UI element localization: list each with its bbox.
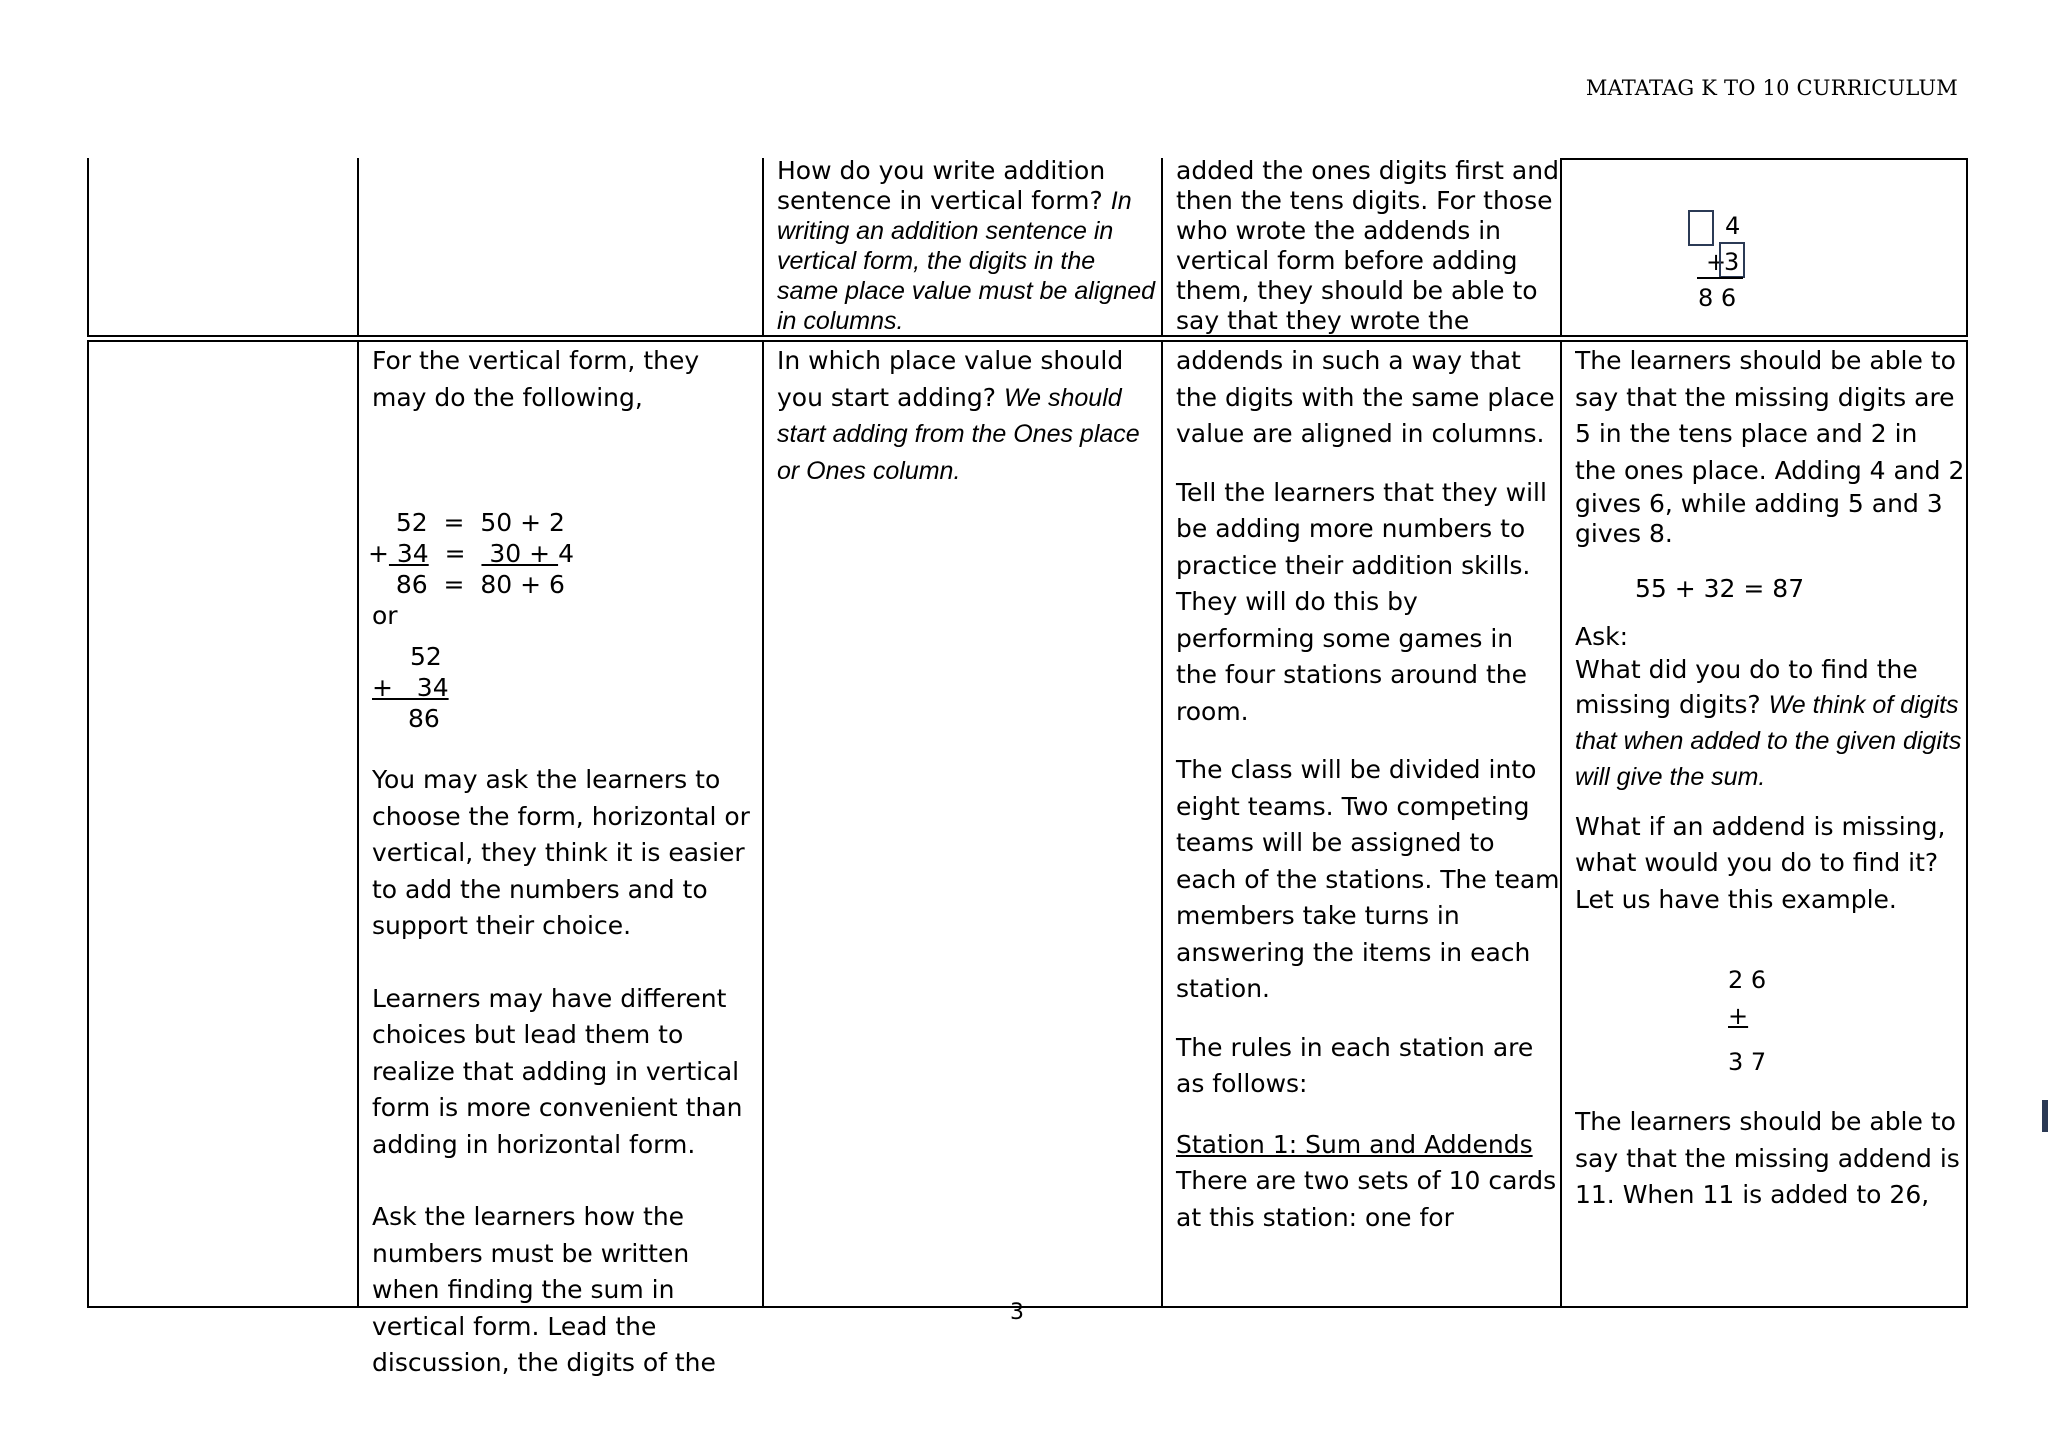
missing-digits-explanation: The learners should be able to say that the missing digits are 5 in the tens place and 2 in the ones place. Adding 4 and 2: [1575, 346, 1965, 485]
stack-plus: + 34: [372, 673, 449, 702]
example-top-addend: 2 6: [1728, 966, 1767, 994]
top-row-left-border: [87, 158, 89, 336]
bottom-row-right-border: [1966, 340, 1968, 1307]
expanded-30-plus: 30 +: [481, 539, 559, 568]
bottom-row-top-border: [87, 340, 1968, 342]
top-col3-cell: [777, 156, 1157, 336]
stack-sum: 86: [408, 704, 440, 733]
bottom-row-col1-divider: [357, 340, 359, 1307]
or-text: or: [372, 601, 398, 630]
bottom-row-col2-divider: [762, 340, 764, 1307]
top-col3-question: How do you write addition sentence in vertical form?: [777, 156, 1111, 215]
plus-sign: +: [1706, 248, 1727, 276]
top-col5-missing-digit-example: [1561, 160, 1966, 334]
sum-line: [1697, 277, 1743, 279]
bottom-col4-cell: [1176, 343, 1560, 1236]
station-1-title: Station 1: Sum and Addends: [1176, 1129, 1533, 1159]
example-plus: +: [1728, 1002, 1749, 1030]
bottom-digit: 3: [1724, 248, 1740, 276]
top-col4-text: added the ones digits first and then the tens digits. For those who wrote the addends in vertical form before adding them, they should be able to say that they wrote the: [1176, 156, 1559, 335]
stations-intro-paragraph: Tell the learners that they will be adding more numbers to practice their addition skills. They will do this by performing some games in the four stations around the room.: [1176, 477, 1547, 726]
stacked-addition-block: [372, 642, 757, 748]
expanded-plus: +: [368, 539, 389, 568]
page-number: 3: [1010, 1300, 1024, 1325]
different-choices-paragraph: Learners may have different choices but lead them to realize that adding in vertical form is more convenient than adding in horizontal form.: [372, 983, 743, 1159]
vertical-form-intro: For the vertical form, they may do the following,: [372, 346, 700, 412]
bottom-row-left-border: [87, 340, 89, 1307]
place-value-question: In which place value should you start adding?: [777, 346, 1124, 412]
missing-addend-question: What if an addend is missing, what would you do to find it? Let us have this example.: [1575, 811, 1946, 914]
rules-paragraph: The rules in each station are as follows:: [1176, 1032, 1534, 1098]
sum-digits: 8 6: [1698, 284, 1737, 312]
missing-addend-explanation: The learners should be able to say that the missing addend is 11. When 11 is added to 26,: [1575, 1107, 1960, 1209]
expanded-equals: =: [428, 539, 482, 568]
find-missing-digits-question: What did you do to find the missing digits?: [1575, 654, 1918, 719]
completed-equation: 55 + 32 = 87: [1635, 574, 1805, 603]
top-row-right-border: [1966, 158, 1968, 336]
bottom-col5-cell: [1575, 343, 1965, 1305]
example-sum: 3 7: [1728, 1048, 1767, 1076]
expanded-form-block: [368, 416, 757, 656]
expanded-addend-34: 34: [388, 539, 429, 568]
top-col3-answer: In writing an addition sentence in vertical form, the digits in the same place value must be aligned in columns.: [777, 187, 1156, 335]
bottom-col2-cell: [368, 343, 757, 1377]
edge-marker: [2042, 1100, 2048, 1132]
ask-label: Ask:: [1575, 621, 1629, 651]
station-1-cards-paragraph: There are two sets of 10 cards at this station: one for: [1176, 1166, 1557, 1232]
bottom-row-col4-divider: [1560, 340, 1562, 1307]
bottom-row-bottom-border: [87, 1306, 1968, 1308]
ask-learners-paragraph: Ask the learners how the numbers must be written when finding the sum in vertical form. Lead the discussion, the digits of the: [372, 1202, 716, 1377]
addends-aligned-paragraph: addends in such a way that the digits with the same place value are aligned in columns.: [1176, 346, 1555, 448]
top-row-col1-divider: [357, 158, 359, 336]
place-value-answer: We should start adding from the Ones place or Ones column.: [777, 383, 1140, 485]
top-col4-cell: [1176, 156, 1560, 336]
top-row-col2-divider: [762, 158, 764, 336]
expanded-line-3: 86 = 80 + 6: [372, 570, 565, 599]
top-digit: 4: [1725, 212, 1741, 240]
curriculum-header: MATATAG K TO 10 CURRICULUM: [1585, 76, 1958, 100]
top-row-col3-divider: [1161, 158, 1163, 336]
teams-paragraph: The class will be divided into eight teams. Two competing teams will be assigned to each of the stations. The team members take turns in answering the items in each station.: [1176, 755, 1560, 1003]
stack-top: 52: [410, 642, 442, 671]
find-missing-digits-answer: We think of digits that when added to the given digits will give the sum.: [1575, 690, 1962, 791]
missing-addend-example: [1575, 918, 1965, 1104]
expanded-4: 4: [558, 539, 574, 568]
expanded-line-1: 52 = 50 + 2: [372, 508, 565, 537]
missing-digits-explanation-cont: gives 6, while adding 5 and 3 gives 8.: [1575, 489, 1943, 548]
missing-tens-box-top: [1688, 210, 1714, 246]
bottom-col3-cell: [777, 343, 1157, 489]
expanded-line-2: [368, 539, 574, 568]
bottom-row-col3-divider: [1161, 340, 1163, 1307]
choose-form-paragraph: You may ask the learners to choose the form, horizontal or vertical, they think it is easier to add the numbers and to support their choice.: [372, 765, 750, 940]
